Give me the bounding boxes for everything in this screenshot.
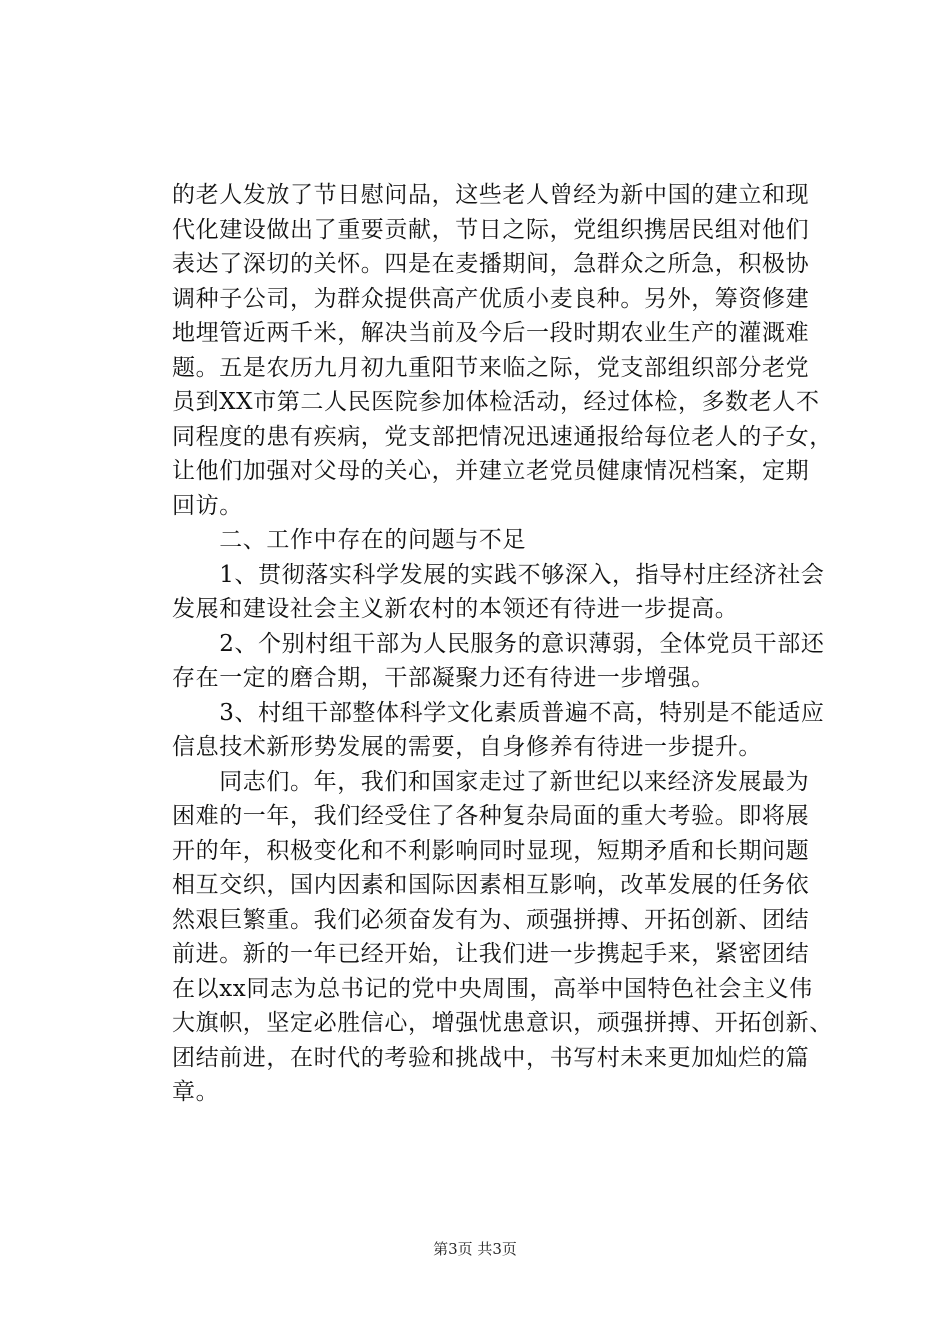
body-text: [172, 178, 833, 1110]
text-line: 2、个别村组干部为人民服务的意识薄弱，全体党员干部还: [172, 630, 825, 657]
text-line: 3、村组干部整体科学文化素质普遍不高，特别是不能适应: [172, 699, 825, 726]
text-line: 大旗帜，坚定必胜信心，增强忧患意识，顽强拼搏、开拓创新、: [172, 1010, 833, 1036]
text-line: 在以xx同志为总书记的党中央周围，高举中国特色社会主义伟: [172, 975, 813, 1002]
text-line: 员到XX市第二人民医院参加体检活动，经过体检，多数老人不: [172, 389, 820, 415]
text-line: 信息技术新形势发展的需要，自身修养有待进一步提升。: [172, 734, 762, 760]
text-line: 1、贯彻落实科学发展的实践不够深入，指导村庄经济社会: [172, 561, 825, 588]
text-line: 然艰巨繁重。我们必须奋发有为、顽强拼搏、开拓创新、团结: [172, 906, 810, 933]
text-line: 困难的一年，我们经受住了各种复杂局面的重大考验。即将展: [172, 803, 810, 829]
text-line: 开的年，积极变化和不利影响同时显现，短期矛盾和长期问题: [172, 837, 810, 864]
text-line: 回访。: [172, 492, 243, 519]
text-line: 让他们加强对父母的关心，并建立老党员健康情况档案，定期: [172, 458, 810, 484]
text-line: 的老人发放了节日慰问品，这些老人曾经为新中国的建立和现: [172, 182, 810, 208]
text-line: 发展和建设社会主义新农村的本领还有待进一步提高。: [172, 596, 739, 622]
text-line: 同志们。年，我们和国家走过了新世纪以来经济发展最为: [172, 768, 810, 795]
text-line: 章。: [172, 1079, 220, 1105]
page-number-footer: 第3页 共3页: [433, 1240, 517, 1258]
text-line: 同程度的患有疾病，党支部把情况迅速通报给每位老人的子女，: [172, 423, 833, 450]
text-line: 相互交织，国内因素和国际因素相互影响，改革发展的任务依: [172, 872, 810, 898]
section-heading: 二、工作中存在的问题与不足: [172, 527, 526, 553]
text-line: 团结前进，在时代的考验和挑战中，书写村未来更加灿烂的篇: [172, 1044, 810, 1071]
text-line: 存在一定的磨合期，干部凝聚力还有待进一步增强。: [172, 665, 715, 691]
text-line: 调种子公司，为群众提供高产优质小麦良种。另外，筹资修建: [172, 285, 810, 312]
text-line: 题。五是农历九月初九重阳节来临之际，党支部组织部分老党: [172, 354, 810, 381]
text-line: 代化建设做出了重要贡献，节日之际，党组织携居民组对他们: [172, 216, 810, 243]
text-line: 前进。新的一年已经开始，让我们进一步携起手来，紧密团结: [172, 941, 810, 967]
text-line: 地埋管近两千米，解决当前及今后一段时期农业生产的灌溉难: [172, 320, 810, 346]
text-line: 表达了深切的关怀。四是在麦播期间，急群众之所急，积极协: [172, 251, 810, 277]
